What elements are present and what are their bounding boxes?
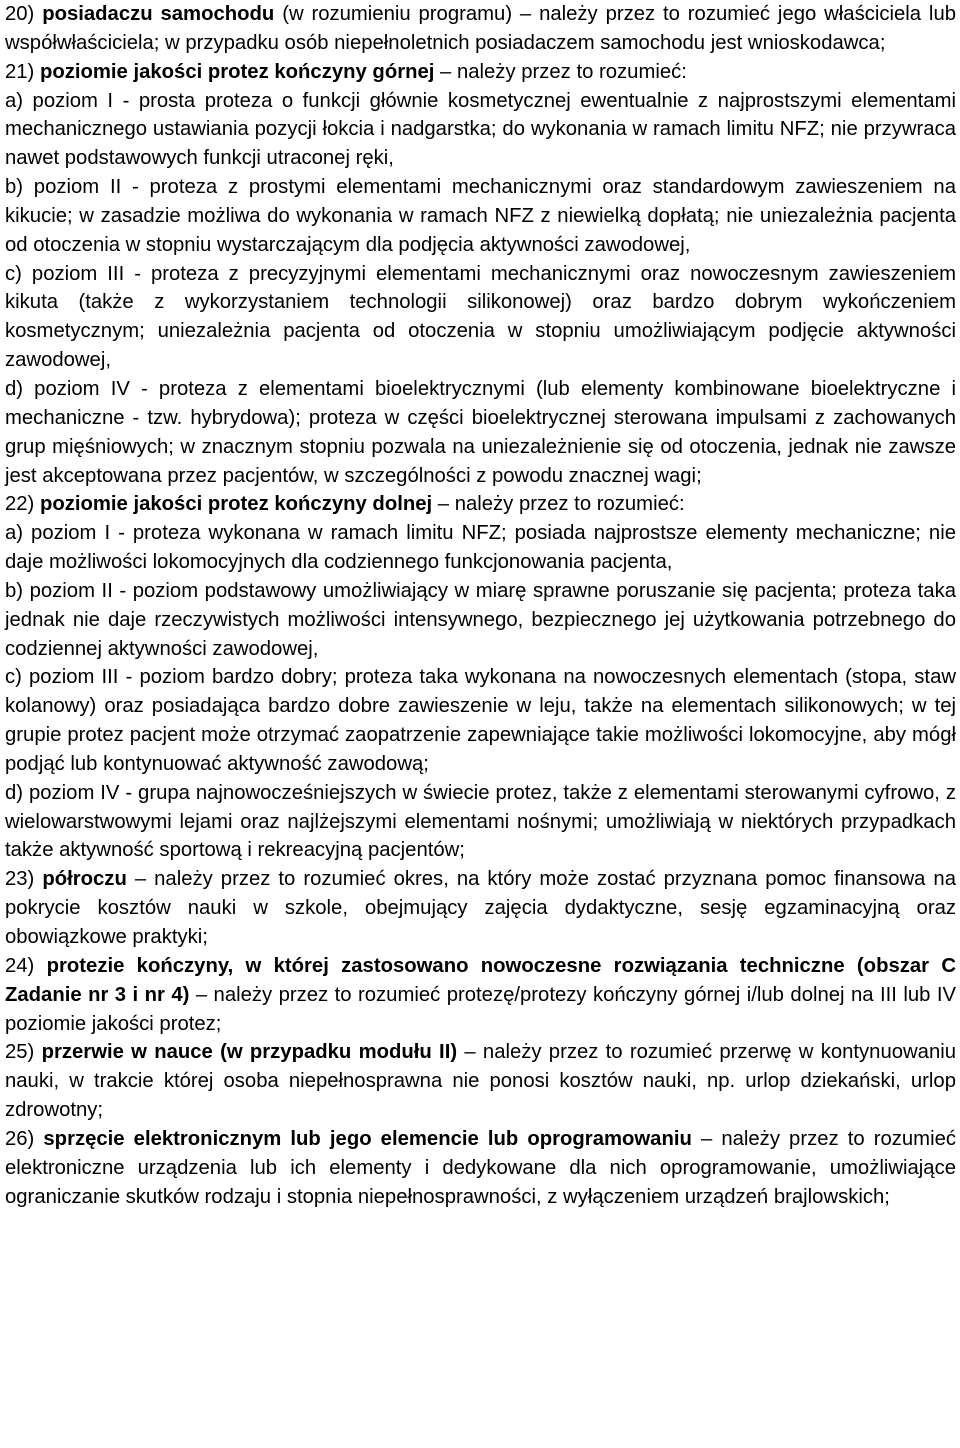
paragraph: [5, 663, 956, 778]
paragraph-text: 20): [5, 3, 43, 25]
paragraph: [5, 375, 956, 490]
paragraph-text: – należy przez to rozumieć okres, na który może zostać przyznana pomoc finansowa na pokrycie kosztów nauki w szkole, obejmujący zajęcia dydaktyczne, sesję egzaminacyjną oraz obowiązkowe praktyki;: [5, 868, 956, 948]
paragraph-text: 22): [5, 493, 40, 516]
paragraph: [5, 490, 956, 519]
paragraph-text: d) poziom IV - proteza z elementami bioelektrycznymi (lub elementy kombinowane bioelektryczne i mechaniczne - tzw. hybrydowa); proteza w części bioelektrycznej sterowana impulsami z zachowanych grup mięśniowych; w znacznym stopniu pozwala na uniezależnienie się od otoczenia, jednak nie zawsze jest akceptowana przez pacjentów, w szczególności z powodu znacznej wagi;: [5, 377, 956, 487]
paragraph: [5, 779, 956, 866]
paragraph-text: – należy przez to rozumieć:: [434, 60, 687, 83]
paragraph-text: d) poziom IV - grupa najnowocześniejszych w świecie protez, także z elementami sterowanymi cyfrowo, z wielowarstwowymi lejami oraz najlżejszymi elementami nośnymi; umożliwiają w niektórych przypadkach także aktywność sportową i rekreacyjną pacjentów;: [5, 781, 956, 862]
paragraph-text: b) poziom II - poziom podstawowy umożliwiający w miarę sprawne poruszanie się pacjenta; proteza taka jednak nie daje rzeczywistych możliwości intensywnego, bezpiecznego jej użytkowania potrzebnego do codziennej aktywności zawodowej,: [5, 579, 956, 660]
defined-term: posiadaczu samochodu: [42, 3, 275, 25]
paragraph-text: (w rozumieniu programu) – należy przez to rozumieć jego właściciela lub współwłaściciela; w przypadku osób niepełnoletnich posiadaczem samochodu jest wnioskodawca;: [5, 3, 957, 54]
paragraph-text: c) poziom III - poziom bardzo dobry; proteza taka wykonana na nowoczesnych elementach (stopa, staw kolanowy) oraz posiadająca bardzo dobre zawieszenie w leju, także na elementach silikonowych; w tej grupie protez pacjent może otrzymać zaopatrzenie zapewniające takie możliwości lokomocyjne, aby mógł podjąć lub kontynuować aktywność zawodową;: [5, 666, 956, 775]
paragraph: [5, 865, 956, 952]
paragraph: [5, 952, 956, 1039]
paragraph: [5, 58, 956, 87]
defined-term: poziomie jakości protez kończyny dolnej: [39, 493, 433, 516]
paragraph: [5, 0, 956, 58]
paragraph-text: c) poziom III - proteza z precyzyjnymi elementami mechanicznymi oraz nowoczesnym zawieszeniem kikuta (także z wykorzystaniem technologii silikonowej) oraz bardzo dobrym wykończeniem kosmetycznym; uniezależnia pacjenta od otoczenia w stopniu umożliwiającym podjęcie aktywności zawodowej,: [5, 262, 956, 372]
paragraph: [5, 260, 956, 375]
paragraph-text: – należy przez to rozumieć protezę/protezy kończyny górnej i/lub dolnej na III lub IV poziomie jakości protez;: [5, 983, 957, 1035]
paragraph-text: 26): [5, 1127, 44, 1150]
paragraph-text: – należy przez to rozumieć:: [432, 493, 685, 516]
defined-term: poziomie jakości protez kończyny górnej: [39, 60, 435, 83]
paragraph-text: 25): [5, 1041, 42, 1064]
paragraph-text: 21): [5, 60, 40, 83]
defined-term: protezie kończyny, w której zastosowano nowoczesne rozwiązania techniczne (obszar C Zadanie nr 3 i nr 4): [5, 954, 956, 1006]
paragraph-text: 24): [5, 954, 47, 977]
defined-term: półroczu: [42, 868, 127, 891]
paragraph-text: – należy przez to rozumieć przerwę w kontynuowaniu nauki, w trakcie której osoba niepełnosprawna nie ponosi kosztów nauki, np. urlop dziekański, urlop zdrowotny;: [5, 1041, 957, 1122]
paragraph: [5, 1038, 956, 1125]
paragraph-text: – należy przez to rozumieć elektroniczne urządzenia lub ich elementy i dedykowane dla nich oprogramowanie, umożliwiające ograniczanie skutków rodzaju i stopnia niepełnosprawności, z wyłączeniem urządzeń brajlowskich;: [5, 1127, 956, 1208]
paragraph: [5, 173, 956, 260]
paragraph: [5, 87, 956, 174]
paragraph-text: 23): [5, 868, 43, 891]
paragraph-text: a) poziom I - prosta proteza o funkcji głównie kosmetycznej ewentualnie z najprostszymi elementami mechanicznego ustawiania pozycji łokcia i nadgarstka; do wykonania w ramach limitu NFZ; nie przywraca nawet podstawowych funkcji utraconej ręki,: [5, 89, 956, 170]
defined-term: sprzęcie elektronicznym lub jego elemencie lub oprogramowaniu: [43, 1127, 692, 1150]
paragraph: [5, 1125, 956, 1212]
paragraph-text: a) poziom I - proteza wykonana w ramach limitu NFZ; posiada najprostsze elementy mechaniczne; nie daje możliwości lokomocyjnych dla codziennego funkcjonowania pacjenta,: [5, 522, 956, 574]
paragraph: [5, 577, 956, 664]
paragraph-text: b) poziom II - proteza z prostymi elementami mechanicznymi oraz standardowym zawieszeniem na kikucie; w zasadzie możliwa do wykonania w ramach NFZ z niewielką dopłatą; nie uniezależnia pacjenta od otoczenia w stopniu wystarczającym dla podjęcia aktywności zawodowej,: [5, 176, 956, 256]
paragraph: [5, 519, 956, 577]
defined-term: przerwie w nauce (w przypadku modułu II): [41, 1041, 458, 1064]
